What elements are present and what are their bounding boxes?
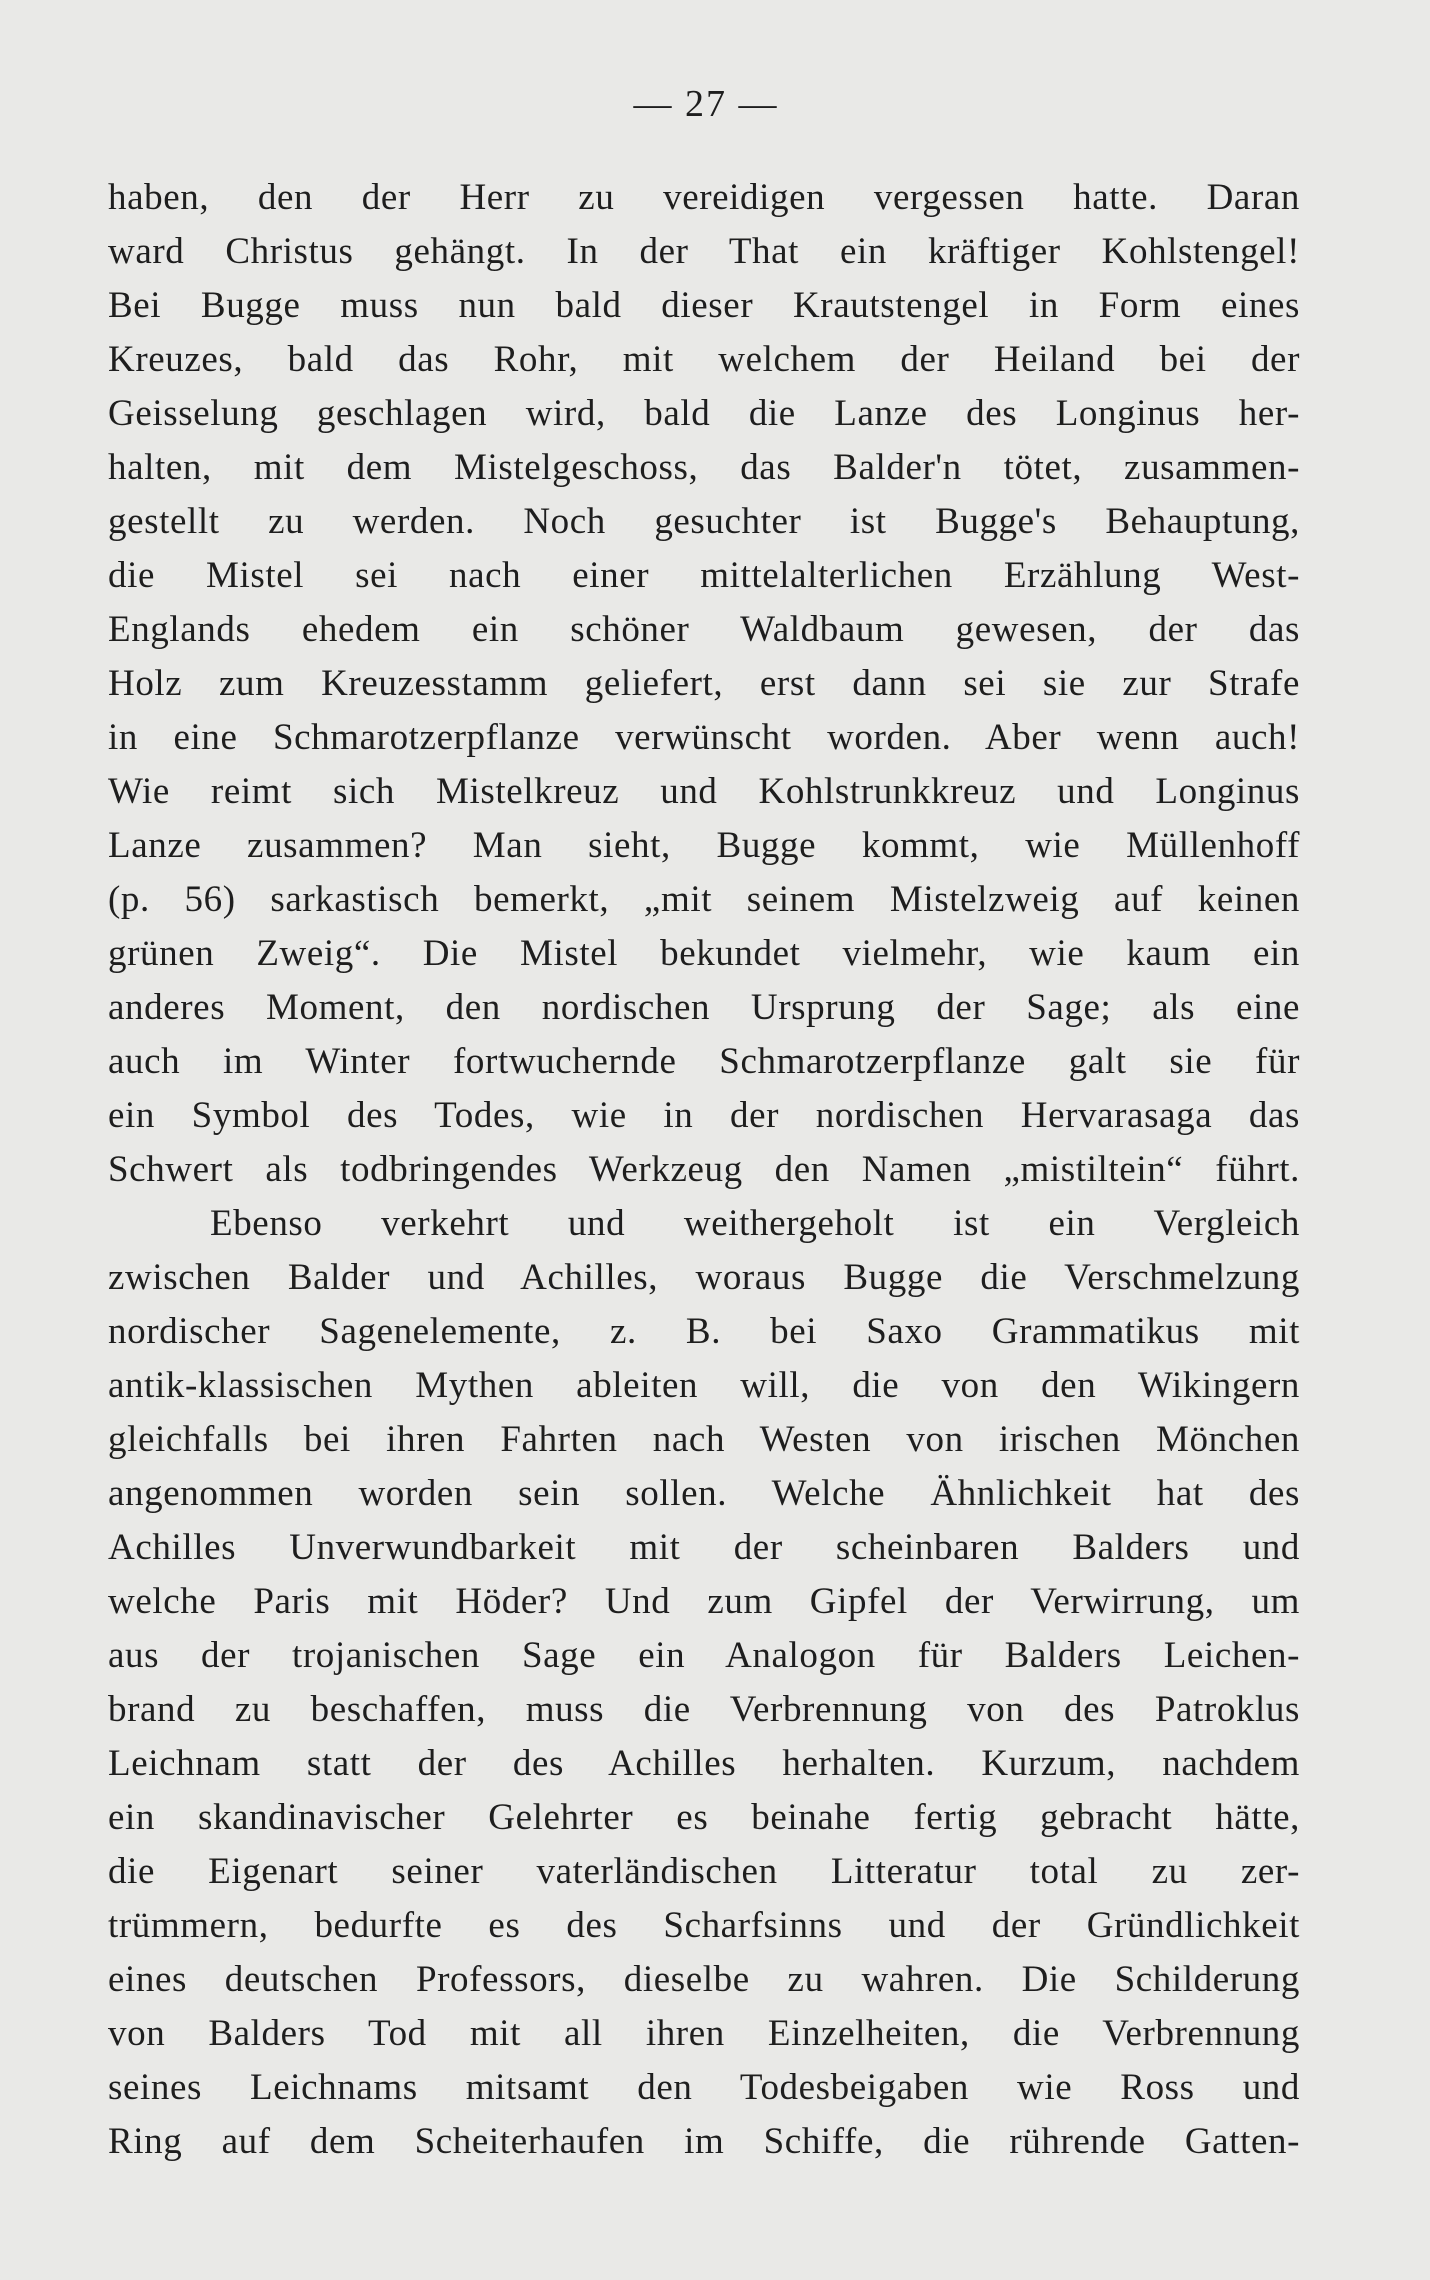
text-line: Geisselung geschlagen wird, bald die Lanze des Longinus her-	[108, 393, 1300, 434]
text-line: Holz zum Kreuzesstamm geliefert, erst dann sei sie zur Strafe	[108, 663, 1300, 704]
text-line: ward Christus gehängt. In der That ein kräftiger Kohlstengel!	[108, 231, 1300, 272]
text-line: angenommen worden sein sollen. Welche Ähnlichkeit hat des	[108, 1473, 1300, 1514]
text-line: seines Leichnams mitsamt den Todesbeigaben wie Ross und	[108, 2067, 1300, 2108]
text-line: grünen Zweig“. Die Mistel bekundet vielmehr, wie kaum ein	[108, 933, 1300, 974]
text-line: nordischer Sagenelemente, z. B. bei Saxo Grammatikus mit	[108, 1311, 1300, 1352]
text-line: ein skandinavischer Gelehrter es beinahe fertig gebracht hätte,	[108, 1797, 1300, 1838]
text-line: anderes Moment, den nordischen Ursprung der Sage; als eine	[108, 987, 1300, 1028]
text-line: Schwert als todbringendes Werkzeug den Namen „mistiltein“ führt.	[108, 1149, 1300, 1190]
text-line: von Balders Tod mit all ihren Einzelheiten, die Verbrennung	[108, 2013, 1300, 2054]
text-line: Kreuzes, bald das Rohr, mit welchem der Heiland bei der	[108, 339, 1300, 380]
text-line: zwischen Balder und Achilles, woraus Bugge die Verschmelzung	[108, 1257, 1300, 1298]
text-line: (p. 56) sarkastisch bemerkt, „mit seinem Mistelzweig auf keinen	[108, 879, 1300, 920]
text-line: Leichnam statt der des Achilles herhalten. Kurzum, nachdem	[108, 1743, 1300, 1784]
text-line: Englands ehedem ein schöner Waldbaum gewesen, der das	[108, 609, 1300, 650]
page-number: — 27 —	[633, 83, 779, 125]
text-line: brand zu beschaffen, muss die Verbrennung von des Patroklus	[108, 1689, 1300, 1730]
text-line: Lanze zusammen? Man sieht, Bugge kommt, wie Müllenhoff	[108, 825, 1300, 866]
text-line: Bei Bugge muss nun bald dieser Krautstengel in Form eines	[108, 285, 1300, 326]
text-line: die Eigenart seiner vaterländischen Litteratur total zu zer-	[108, 1851, 1300, 1892]
text-line: Ring auf dem Scheiterhaufen im Schiffe, die rührende Gatten-	[108, 2121, 1300, 2162]
text-line: eines deutschen Professors, dieselbe zu wahren. Die Schilderung	[108, 1959, 1300, 2000]
text-line: Wie reimt sich Mistelkreuz und Kohlstrunkkreuz und Longinus	[108, 771, 1300, 812]
text-line: Achilles Unverwundbarkeit mit der scheinbaren Balders und	[108, 1527, 1300, 1568]
text-line: trümmern, bedurfte es des Scharfsinns und der Gründlichkeit	[108, 1905, 1300, 1946]
text-line: in eine Schmarotzerpflanze verwünscht worden. Aber wenn auch!	[108, 717, 1300, 758]
text-line: auch im Winter fortwuchernde Schmarotzerpflanze galt sie für	[108, 1041, 1300, 1082]
text-line: ein Symbol des Todes, wie in der nordischen Hervarasaga das	[108, 1095, 1300, 1136]
text-line: gestellt zu werden. Noch gesuchter ist Bugge's Behauptung,	[108, 501, 1300, 542]
text-line: haben, den der Herr zu vereidigen vergessen hatte. Daran	[108, 177, 1300, 218]
text-line: welche Paris mit Höder? Und zum Gipfel der Verwirrung, um	[108, 1581, 1300, 1622]
body-text	[108, 171, 1300, 2169]
text-line: die Mistel sei nach einer mittelalterlichen Erzählung West-	[108, 555, 1300, 596]
text-line: Ebenso verkehrt und weithergeholt ist ein Vergleich	[210, 1203, 1300, 1244]
text-line: antik-klassischen Mythen ableiten will, die von den Wikingern	[108, 1365, 1300, 1406]
text-line: gleichfalls bei ihren Fahrten nach Westen von irischen Mönchen	[108, 1419, 1300, 1460]
text-line: aus der trojanischen Sage ein Analogon für Balders Leichen-	[108, 1635, 1300, 1676]
text-line: halten, mit dem Mistelgeschoss, das Balder'n tötet, zusammen-	[108, 447, 1300, 488]
